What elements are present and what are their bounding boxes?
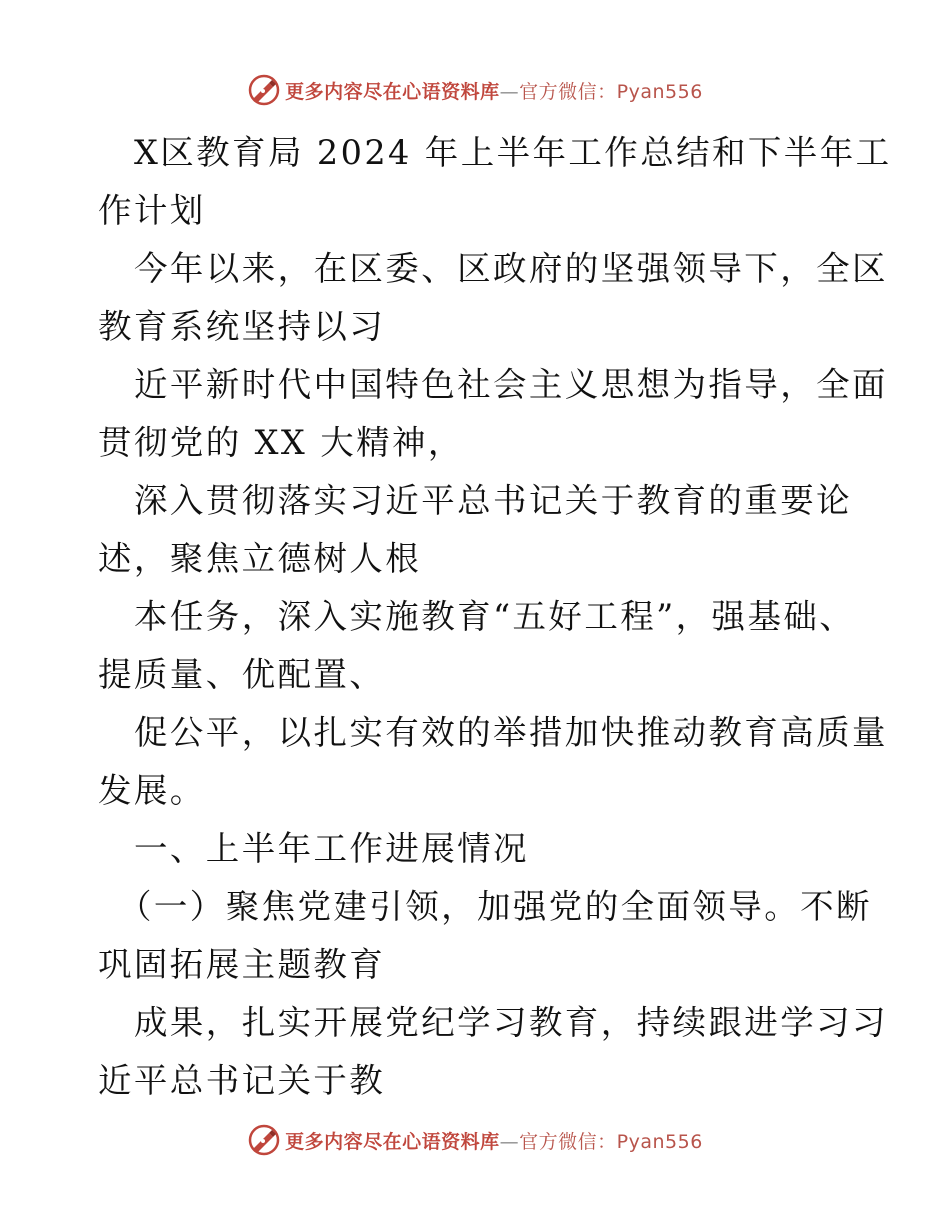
watermark-contact-text: 官方微信：Pyan556 — [519, 80, 703, 103]
section-heading: 一、上半年工作进展情况 — [134, 829, 529, 868]
subsection-heading-line: （一）聚焦党建引领，加强党的全面领导。不断 — [118, 887, 872, 926]
watermark-site-text: 更多内容尽在心语资料库 — [285, 80, 500, 103]
watermark-site-text: 更多内容尽在心语资料库 — [285, 1130, 500, 1153]
doc-paragraph-line: 今年以来，在区委、区政府的坚强领导下，全区 — [134, 249, 888, 288]
doc-paragraph-line: 提质量、优配置、 — [98, 655, 386, 694]
doc-paragraph-line: 本任务，深入实施教育“五好工程”，强基础、 — [134, 597, 856, 636]
doc-paragraph-line: 促公平，以扎实有效的举措加快推动教育高质量 — [134, 713, 888, 752]
doc-title-line-1: X区教育局 2024 年上半年工作总结和下半年工 — [134, 133, 892, 172]
doc-title-line-2: 作计划 — [98, 191, 206, 230]
doc-paragraph-line: 发展。 — [98, 771, 206, 810]
doc-paragraph-line: 深入贯彻落实习近平总书记关于教育的重要论 — [134, 481, 852, 520]
watermark-contact-text: 官方微信：Pyan556 — [519, 1130, 703, 1153]
watermark-dash: — — [499, 1130, 520, 1153]
doc-paragraph-line: 近平新时代中国特色社会主义思想为指导，全面 — [134, 365, 888, 404]
watermark-dash: — — [499, 80, 520, 103]
document-body — [98, 124, 892, 1110]
pen-logo-icon — [247, 1123, 281, 1157]
doc-paragraph-line: 巩固拓展主题教育 — [98, 945, 386, 984]
doc-paragraph-line: 贯彻党的 XX 大精神， — [98, 423, 464, 462]
doc-paragraph-line: 近平总书记关于教 — [98, 1061, 386, 1100]
doc-paragraph-line: 教育系统坚持以习 — [98, 307, 386, 346]
header-watermark — [0, 70, 950, 110]
doc-paragraph-line: 述，聚焦立德树人根 — [98, 539, 422, 578]
doc-paragraph-line: 成果，扎实开展党纪学习教育，持续跟进学习习 — [134, 1003, 888, 1042]
pen-logo-icon — [247, 73, 281, 107]
footer-watermark — [0, 1120, 950, 1160]
